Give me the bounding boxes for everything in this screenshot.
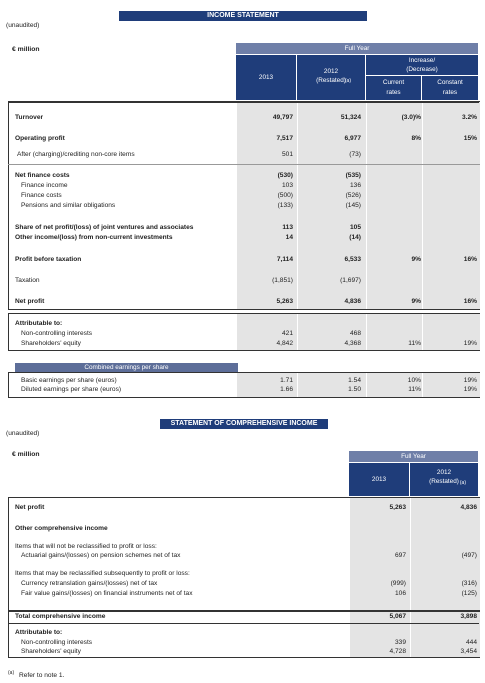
row-label: Pensions and similar obligations [21,202,116,209]
value-2013: 49,797 [272,114,293,121]
value-2013: 5,263 [389,504,406,511]
value-2012: 3,898 [460,613,477,620]
footnote-text: Refer to note 1. [18,672,65,680]
value-constant: 19% [463,386,477,393]
value-2012: 4,368 [344,340,361,347]
col-2012-header [297,55,365,100]
eps-basic-row [0,376,485,385]
row-label: Fair value gains/(losses) on financial instruments net of tax [21,590,193,597]
unit-label-2: € million [12,451,40,458]
value-2013: (999) [390,580,406,587]
value-constant: 16% [463,256,477,263]
value-constant: 16% [463,298,477,305]
value-2012: (14) [349,234,361,241]
ci-oci-heading-row [0,524,485,533]
col-2013-header: 2013 [236,55,296,100]
row-label: After (charging)/crediting non-core items [17,151,135,158]
value-constant: 19% [463,340,477,347]
row-label: Other comprehensive income [15,525,108,532]
value-2012: (535) [345,172,361,179]
value-2012: 6,533 [344,256,361,263]
value-2012: 4,836 [460,504,477,511]
unaudited-label: (unaudited) [6,22,40,29]
value-constant: 3.2% [461,114,477,121]
income-row-taxation [0,276,485,285]
value-2013: 1.66 [280,386,293,393]
value-2012: 1.54 [348,377,361,384]
income-row-non-core [0,150,485,159]
value-2013: 421 [281,330,293,337]
value-2013: 5,067 [389,613,406,620]
increase-header: Increase/ (Decrease) [366,55,478,75]
col-2013-header-2: 2013 [349,463,409,496]
ci-not-reclass-row [0,542,485,551]
constant-rates-header: Constant rates [422,76,478,100]
row-label: Non-controlling interests [21,639,93,646]
ci-currency-row [0,579,485,588]
value-2012: 51,324 [340,114,361,121]
value-2013: 501 [281,151,293,158]
value-2013: (500) [277,192,293,199]
value-2013: 7,517 [276,135,293,142]
value-2013: 5,263 [276,298,293,305]
value-2012: 105 [349,224,361,231]
value-2012: (316) [461,580,477,587]
ci-shareholders-row [0,647,485,656]
income-row-pbt [0,255,485,264]
current-rates-header: Current rates [366,76,421,100]
income-row-finance-income [0,181,485,190]
row-label: Diluted earnings per share (euros) [21,386,122,393]
attributable-heading-row [0,319,485,328]
value-2012: (125) [461,590,477,597]
footnote-marker: (a) [8,670,15,676]
value-2013: 4,842 [276,340,293,347]
value-2012: 136 [349,182,361,189]
row-label: Profit before taxation [15,256,82,263]
income-row-finance-costs [0,191,485,200]
unaudited-label-2: (unaudited) [6,430,40,437]
income-shareholders-row [0,339,485,348]
full-year-header: Full Year [236,43,478,54]
value-2013: 4,728 [389,648,406,655]
income-nci-row [0,329,485,338]
row-label: Finance costs [21,192,62,199]
income-row-jv-share [0,223,485,232]
row-label: Shareholders' equity [21,340,81,347]
ci-nci-row [0,638,485,647]
value-constant: 19% [463,377,477,384]
ci-reclass-row [0,569,485,578]
income-row-net-finance [0,171,485,180]
value-current: 9% [411,256,421,263]
value-2012: (497) [461,552,477,559]
row-label: Share of net profit/(loss) of joint ventures and associates [15,224,194,231]
col-2012-header-2 [410,463,478,496]
row-label: Actuarial gains/(losses) on pension schemes net of tax [21,552,181,559]
value-2012: 3,454 [460,648,477,655]
value-2012: 6,977 [344,135,361,142]
ci-net-profit-row [0,503,485,512]
eps-banner: Combined earnings per share [15,363,238,372]
value-2012: (145) [345,202,361,209]
value-2012: 1.50 [348,386,361,393]
ci-total-row [0,612,485,621]
row-label: Finance income [21,182,68,189]
value-2012: 468 [349,330,361,337]
row-label: Other income/(loss) from non-current investments [15,234,173,241]
row-label: Attributable to: [15,629,63,636]
comprehensive-banner: STATEMENT OF COMPREHENSIVE INCOME [160,419,328,429]
unit-label: € million [12,46,40,53]
ci-fair-value-row [0,589,485,598]
eps-diluted-row [0,385,485,394]
attributable-heading: Attributable to: [15,320,63,327]
row-label: Items that will not be reclassified to profit or loss: [15,543,157,550]
value-2012: 444 [465,639,477,646]
value-2012: 4,836 [344,298,361,305]
row-label: Turnover [15,114,44,121]
value-current: 11% [408,386,421,393]
col-2012-note: (a) [344,78,351,84]
col-2012-label: 2012 (Restated) [316,68,346,84]
value-2013: 697 [394,552,406,559]
col-2012-label-2: 2012 (Restated) [429,469,459,485]
value-2013: 339 [394,639,406,646]
row-label: Shareholders' equity [21,648,81,655]
row-label: Operating profit [15,135,65,142]
value-2013: 7,114 [276,256,293,263]
income-row-net-profit [0,297,485,306]
value-2012: (526) [345,192,361,199]
value-2013: (133) [277,202,293,209]
value-2013: 113 [282,224,293,231]
ci-actuarial-row [0,551,485,560]
value-current: (3.0)% [401,114,421,121]
value-2012: (73) [349,151,361,158]
value-constant: 15% [463,135,477,142]
row-label: Currency retranslation gains/(losses) net of tax [21,580,158,587]
income-row-operating-profit [0,134,485,143]
value-2013: (530) [277,172,293,179]
value-current: 11% [408,340,421,347]
ci-attributable-heading-row [0,628,485,637]
footnote [8,670,64,679]
row-label: Non-controlling interests [21,330,93,337]
value-2013: 106 [394,590,406,597]
row-label: Total comprehensive income [15,613,106,620]
value-2012: (1,697) [340,277,361,284]
income-row-other-income [0,233,485,242]
income-statement-banner: INCOME STATEMENT [119,11,367,21]
value-2013: 1.71 [280,377,293,384]
value-2013: 103 [281,182,293,189]
value-2013: 14 [285,234,293,241]
row-label: Net profit [15,504,45,511]
full-year-header-2: Full Year [349,451,478,462]
row-label: Net profit [15,298,45,305]
row-label: Items that may be reclassified subsequently to profit or loss: [15,570,190,577]
income-row-pensions [0,201,485,210]
row-label: Net finance costs [15,172,70,179]
value-current: 8% [411,135,421,142]
row-label: Taxation [15,277,40,284]
income-row-turnover [0,113,485,122]
value-current: 9% [411,298,421,305]
row-label: Basic earnings per share (euros) [21,377,117,384]
col-2012-note-2: (a) [459,480,466,486]
value-2013: (1,851) [272,277,293,284]
value-current: 10% [407,377,421,384]
